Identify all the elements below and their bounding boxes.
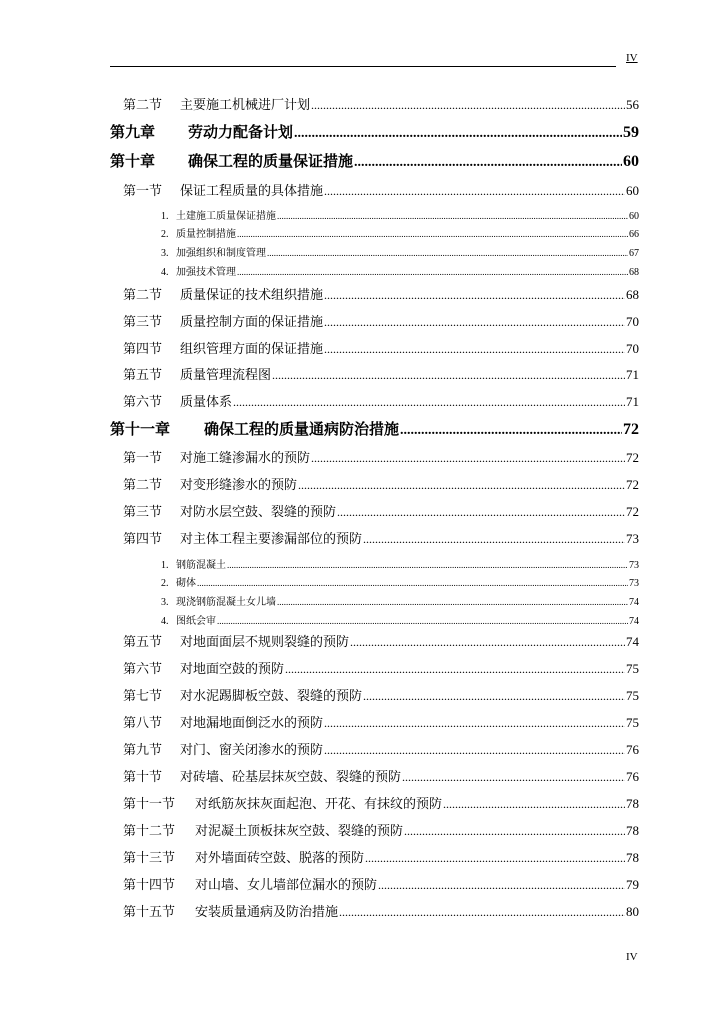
toc-dot-leader <box>311 98 625 113</box>
toc-entry-number: 第三节 <box>123 315 163 330</box>
toc-entry-title: 对外墙面砖空鼓、脱落的预防 <box>195 851 365 866</box>
toc-entry-number: 第九节 <box>123 743 163 758</box>
toc-section[interactable] <box>123 474 639 493</box>
toc-entry-number: 2. <box>161 229 169 240</box>
toc-entry-number: 3. <box>161 597 169 608</box>
toc-entry-title: 组织管理方面的保证措施 <box>180 342 324 357</box>
toc-dot-leader <box>272 368 625 383</box>
toc-entry-title: 对纸筋灰抹灰面起泡、开花、有抹纹的预防 <box>195 797 443 812</box>
toc-entry-number: 第一节 <box>123 184 163 199</box>
toc-entry-title: 图纸会审 <box>176 616 216 627</box>
toc-entry-title: 确保工程的质量通病防治措施 <box>204 420 400 438</box>
toc-section[interactable] <box>123 284 639 303</box>
toc-subitem[interactable] <box>161 225 639 240</box>
toc-section[interactable] <box>123 94 639 113</box>
toc-entry-page: 75 <box>626 715 639 730</box>
toc-entry-title: 对防水层空鼓、裂缝的预防 <box>180 505 337 520</box>
toc-entry-title: 加强组织和制度管理 <box>176 248 266 259</box>
toc-dot-leader <box>227 560 628 570</box>
toc-entry-page: 75 <box>626 661 639 676</box>
toc-entry-page: 76 <box>626 742 639 757</box>
toc-subitem[interactable] <box>161 612 639 627</box>
toc-entry-title: 对山墙、女儿墙部位漏水的预防 <box>195 878 378 893</box>
toc-section[interactable] <box>123 820 639 839</box>
toc-dot-leader <box>277 211 628 221</box>
toc-dot-leader <box>277 597 628 607</box>
toc-section[interactable] <box>123 685 639 704</box>
toc-entry-page: 72 <box>626 504 639 519</box>
toc-dot-leader <box>363 689 625 704</box>
toc-section[interactable] <box>123 766 639 785</box>
toc-entry-page: 60 <box>626 183 639 198</box>
toc-entry-title: 质量保证的技术组织措施 <box>180 288 324 303</box>
toc-dot-leader <box>294 126 622 142</box>
toc-section[interactable] <box>123 874 639 893</box>
toc-entry-title: 质量管理流程图 <box>180 368 272 383</box>
toc-entry-number: 第五节 <box>123 368 163 383</box>
toc-entry-number: 第六节 <box>123 662 163 677</box>
toc-entry-title: 对施工缝渗漏水的预防 <box>180 451 311 466</box>
toc-entry-page: 56 <box>626 97 639 112</box>
toc-entry-number: 1. <box>161 211 169 222</box>
toc-dot-leader <box>404 824 625 839</box>
toc-dot-leader <box>363 532 625 547</box>
toc-section[interactable] <box>123 658 639 677</box>
toc-entry-page: 70 <box>626 341 639 356</box>
toc-entry-page: 78 <box>626 796 639 811</box>
toc-dot-leader <box>197 578 628 588</box>
toc-entry-number: 4. <box>161 616 169 627</box>
toc-chapter[interactable] <box>110 418 639 439</box>
toc-dot-leader <box>337 505 625 520</box>
toc-dot-leader <box>324 743 625 758</box>
toc-section[interactable] <box>123 901 639 920</box>
toc-entry-number: 第十节 <box>123 770 163 785</box>
toc-entry-number: 第二节 <box>123 478 163 493</box>
toc-section[interactable] <box>123 501 639 520</box>
toc-entry-page: 71 <box>626 367 639 382</box>
toc-entry-page: 60 <box>629 211 639 222</box>
toc-entry-page: 72 <box>626 450 639 465</box>
toc-chapter[interactable] <box>110 121 639 142</box>
toc-section[interactable] <box>123 631 639 650</box>
toc-dot-leader <box>378 878 625 893</box>
toc-subitem[interactable] <box>161 593 639 608</box>
toc-entry-number: 3. <box>161 248 169 259</box>
toc-entry-page: 73 <box>626 531 639 546</box>
toc-entry-page: 70 <box>626 314 639 329</box>
toc-dot-leader <box>339 905 625 920</box>
toc-dot-leader <box>324 342 625 357</box>
toc-dot-leader <box>298 478 625 493</box>
toc-dot-leader <box>285 662 625 677</box>
toc-entry-page: 76 <box>626 769 639 784</box>
toc-entry-number: 第五节 <box>123 635 163 650</box>
toc-entry-number: 第二节 <box>123 288 163 303</box>
toc-dot-leader <box>217 616 628 626</box>
toc-entry-title: 保证工程质量的具体措施 <box>180 184 324 199</box>
toc-entry-page: 75 <box>626 688 639 703</box>
toc-dot-leader <box>267 248 628 258</box>
toc-entry-number: 第十一节 <box>123 797 176 812</box>
toc-subitem[interactable] <box>161 556 639 571</box>
toc-entry-title: 确保工程的质量保证措施 <box>188 152 354 170</box>
toc-dot-leader <box>233 395 625 410</box>
toc-entry-title: 质量体系 <box>180 395 233 410</box>
toc-entry-title: 质量控制措施 <box>176 229 236 240</box>
toc-entry-page: 74 <box>629 597 639 608</box>
toc-dot-leader <box>402 770 625 785</box>
toc-entry-title: 土建施工质量保证措施 <box>176 211 276 222</box>
toc-dot-leader <box>324 184 625 199</box>
toc-dot-leader <box>237 229 628 239</box>
toc-entry-number: 第八节 <box>123 716 163 731</box>
toc-dot-leader <box>324 315 625 330</box>
toc-dot-leader <box>365 851 625 866</box>
toc-entry-title: 主要施工机械进厂计划 <box>180 98 311 113</box>
toc-entry-number: 第十五节 <box>123 905 176 920</box>
toc-entry-number: 第十章 <box>110 152 156 170</box>
toc-subitem[interactable] <box>161 244 639 259</box>
toc-entry-number: 第一节 <box>123 451 163 466</box>
toc-entry-number: 第四节 <box>123 342 163 357</box>
toc-entry-title: 质量控制方面的保证措施 <box>180 315 324 330</box>
toc-entry-number: 1. <box>161 560 169 571</box>
toc-entry-title: 安装质量通病及防治措施 <box>195 905 339 920</box>
toc-entry-page: 78 <box>626 850 639 865</box>
toc-entry-title: 对泥凝土顶板抹灰空鼓、裂缝的预防 <box>195 824 404 839</box>
toc-entry-number: 4. <box>161 267 169 278</box>
toc-subitem[interactable] <box>161 574 639 589</box>
toc-entry-title: 对主体工程主要渗漏部位的预防 <box>180 532 363 547</box>
toc-section[interactable] <box>123 712 639 731</box>
toc-entry-title: 加强技术管理 <box>176 267 236 278</box>
toc-entry-number: 第七节 <box>123 689 163 704</box>
toc-entry-page: 72 <box>623 421 639 438</box>
toc-entry-page: 60 <box>623 153 639 170</box>
toc-section[interactable] <box>123 793 639 812</box>
toc-entry-title: 现浇钢筋混凝土女儿墙 <box>176 597 276 608</box>
toc-section[interactable] <box>123 528 639 547</box>
toc-dot-leader <box>350 635 625 650</box>
toc-entry-page: 74 <box>626 634 639 649</box>
toc-entry-title: 对水泥踢脚板空鼓、裂缝的预防 <box>180 689 363 704</box>
toc-section[interactable] <box>123 447 639 466</box>
toc-entry-number: 第九章 <box>110 123 156 141</box>
toc-entry-page: 68 <box>629 267 639 278</box>
toc-entry-page: 71 <box>626 394 639 409</box>
toc-entry-title: 对地面空鼓的预防 <box>180 662 285 677</box>
toc-section[interactable] <box>123 338 639 357</box>
toc-section[interactable] <box>123 391 639 410</box>
footer-page-number: IV <box>626 951 638 963</box>
toc-subitem[interactable] <box>161 263 639 278</box>
toc-entry-title: 对门、窗关闭渗水的预防 <box>180 743 324 758</box>
header-page-number: IV <box>626 52 638 64</box>
toc-dot-leader <box>237 267 628 277</box>
toc-section[interactable] <box>123 739 639 758</box>
toc-entry-number: 第二节 <box>123 98 163 113</box>
toc-entry-number: 第十一章 <box>110 420 171 438</box>
toc-entry-page: 74 <box>629 616 639 627</box>
toc-entry-number: 第三节 <box>123 505 163 520</box>
toc-entry-title: 对砖墙、砼基层抹灰空鼓、裂缝的预防 <box>180 770 402 785</box>
toc-entry-title: 对地面面层不规则裂缝的预防 <box>180 635 350 650</box>
toc-entry-page: 67 <box>629 248 639 259</box>
toc-entry-number: 第十二节 <box>123 824 176 839</box>
toc-subitem[interactable] <box>161 207 639 222</box>
toc-chapter[interactable] <box>110 150 639 171</box>
toc-dot-leader <box>311 451 625 466</box>
toc-entry-title: 对地漏地面倒泛水的预防 <box>180 716 324 731</box>
toc-entry-number: 2. <box>161 578 169 589</box>
toc-entry-page: 80 <box>626 904 639 919</box>
toc-entry-number: 第四节 <box>123 532 163 547</box>
toc-section[interactable] <box>123 311 639 330</box>
toc-entry-page: 59 <box>623 124 639 141</box>
toc-entry-page: 66 <box>629 229 639 240</box>
toc-entry-page: 79 <box>626 877 639 892</box>
toc-entry-page: 68 <box>626 287 639 302</box>
toc-dot-leader <box>324 716 625 731</box>
header-rule <box>110 66 616 67</box>
toc-entry-number: 第六节 <box>123 395 163 410</box>
toc-entry-page: 72 <box>626 477 639 492</box>
toc-entry-number: 第十四节 <box>123 878 176 893</box>
toc-entry-title: 砌体 <box>176 578 196 589</box>
toc-dot-leader <box>443 797 625 812</box>
toc-section[interactable] <box>123 364 639 383</box>
toc-dot-leader <box>400 423 622 439</box>
toc-entry-title: 劳动力配备计划 <box>188 123 294 141</box>
toc-entry-title: 钢筋混凝土 <box>176 560 226 571</box>
toc-entry-number: 第十三节 <box>123 851 176 866</box>
toc-entry-page: 73 <box>629 578 639 589</box>
toc-entry-title: 对变形缝渗水的预防 <box>180 478 298 493</box>
toc-dot-leader <box>354 155 622 171</box>
toc-dot-leader <box>324 288 625 303</box>
toc-entry-page: 78 <box>626 823 639 838</box>
toc-section[interactable] <box>123 180 639 199</box>
toc-entry-page: 73 <box>629 560 639 571</box>
toc-section[interactable] <box>123 847 639 866</box>
